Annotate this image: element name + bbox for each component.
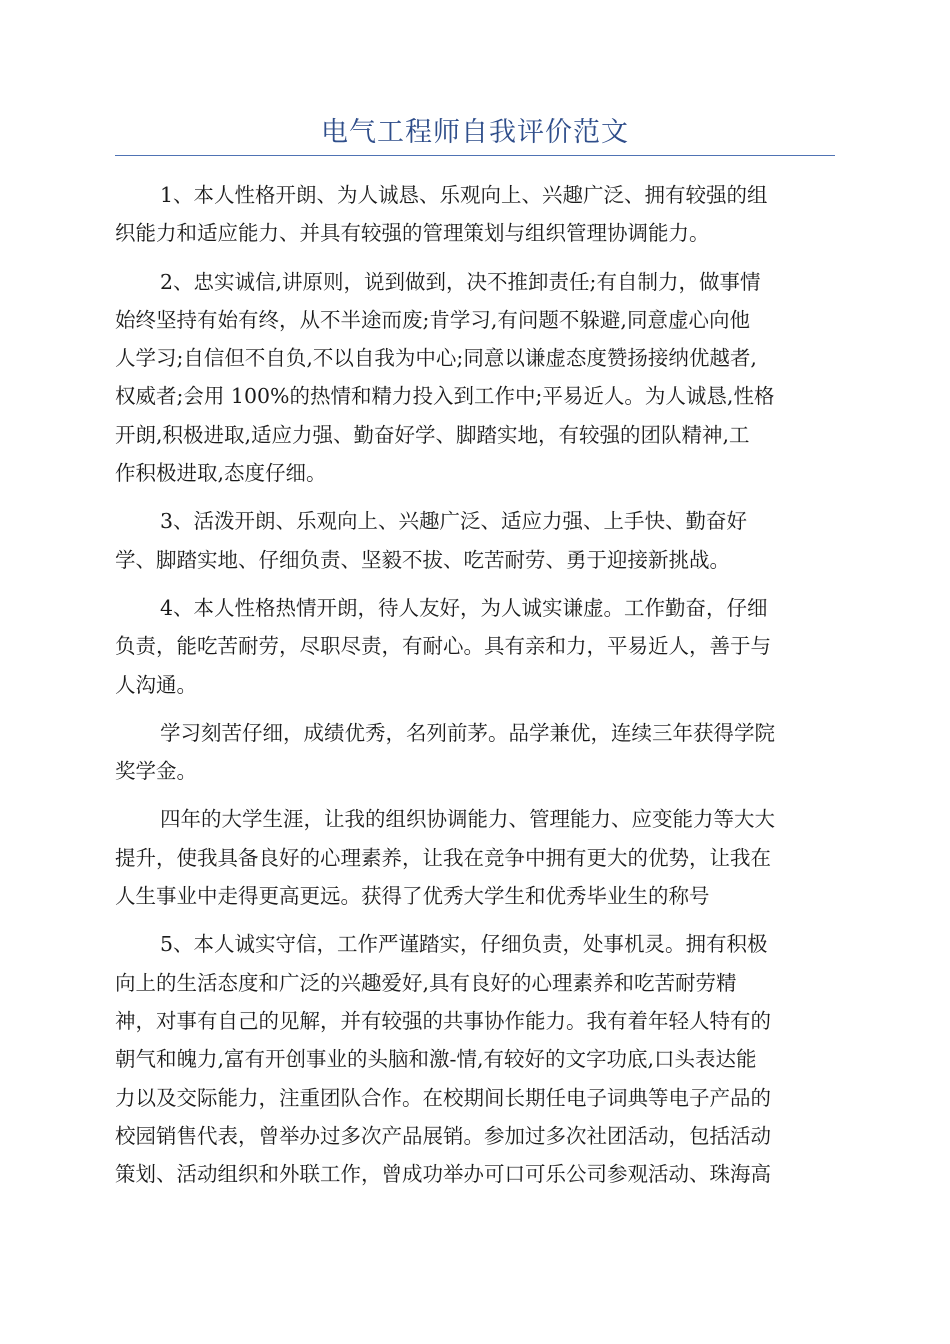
paragraph-6 [115,800,835,915]
paragraph-line: 朝气和魄力,富有开创事业的头脑和激-情,有较好的文字功底,口头表达能 [115,1047,757,1072]
paragraph-line: 3、活泼开朗、乐观向上、兴趣广泛、适应力强、上手快、勤奋好 [160,509,748,534]
paragraph-1 [115,176,835,253]
document-body [115,176,835,1203]
paragraph-line: 人生事业中走得更高更远。获得了优秀大学生和优秀毕业生的称号 [115,884,710,909]
paragraph-line: 开朗,积极进取,适应力强、勤奋好学、脚踏实地，有较强的团队精神,工 [115,422,750,447]
paragraph-line: 权威者;会用 100%的热情和精力投入到工作中;平易近人。为人诚恳,性格 [115,384,775,409]
paragraph-line: 四年的大学生涯，让我的组织协调能力、管理能力、应变能力等大大 [160,807,775,832]
paragraph-line: 校园销售代表，曾举办过多次产品展销。参加过多次社团活动，包括活动 [115,1123,771,1148]
paragraph-line: 5、本人诚实守信，工作严谨踏实，仔细负责，处事机灵。拥有积极 [160,932,768,957]
paragraph-line: 向上的生活态度和广泛的兴趣爱好,具有良好的心理素养和吃苦耐劳精 [115,970,737,995]
paragraph-line: 1、本人性格开朗、为人诚恳、乐观向上、兴趣广泛、拥有较强的组 [160,183,768,207]
paragraph-line: 作积极进取,态度仔细。 [115,461,327,486]
title-underline [115,155,835,156]
paragraph-line: 神，对事有自己的见解，并有较强的共事协作能力。我有着年轻人特有的 [115,1008,771,1033]
paragraph-line: 力以及交际能力，注重团队合作。在校期间长期任电子词典等电子产品的 [115,1085,771,1110]
paragraph-line: 人沟通。 [115,672,197,697]
paragraph-7 [115,925,835,1193]
paragraph-line: 负责，能吃苦耐劳，尽职尽责，有耐心。具有亲和力，平易近人，善于与 [115,634,771,659]
paragraph-line: 学、脚踏实地、仔细负责、坚毅不拔、吃苦耐劳、勇于迎接新挑战。 [115,547,730,572]
paragraph-line: 提升，使我具备良好的心理素养，让我在竞争中拥有更大的优势，让我在 [115,845,771,870]
paragraph-line: 4、本人性格热情开朗，待人友好，为人诚实谦虚。工作勤奋，仔细 [160,595,768,620]
paragraph-line: 人学习;自信但不自负,不以自我为中心;同意以谦虚态度赞扬接纳优越者, [115,346,757,371]
paragraph-line: 学习刻苦仔细，成绩优秀，名列前茅。品学兼优，连续三年获得学院 [160,720,775,745]
paragraph-line: 奖学金。 [115,759,197,784]
paragraph-line: 策划、活动组织和外联工作，曾成功举办可口可乐公司参观活动、珠海高 [115,1162,771,1187]
document-title: 电气工程师自我评价范文 [321,117,629,148]
paragraph-3 [115,502,835,579]
paragraph-4 [115,589,835,704]
paragraph-line: 2、忠实诚信,讲原则，说到做到，决不推卸责任;有自制力，做事情 [160,269,761,294]
paragraph-line: 始终坚持有始有终，从不半途而废;肯学习,有问题不躲避,同意虚心向他 [115,307,750,332]
paragraph-5 [115,714,835,791]
paragraph-2 [115,263,835,493]
paragraph-line: 织能力和适应能力、并具有较强的管理策划与组织管理协调能力。 [115,221,710,246]
